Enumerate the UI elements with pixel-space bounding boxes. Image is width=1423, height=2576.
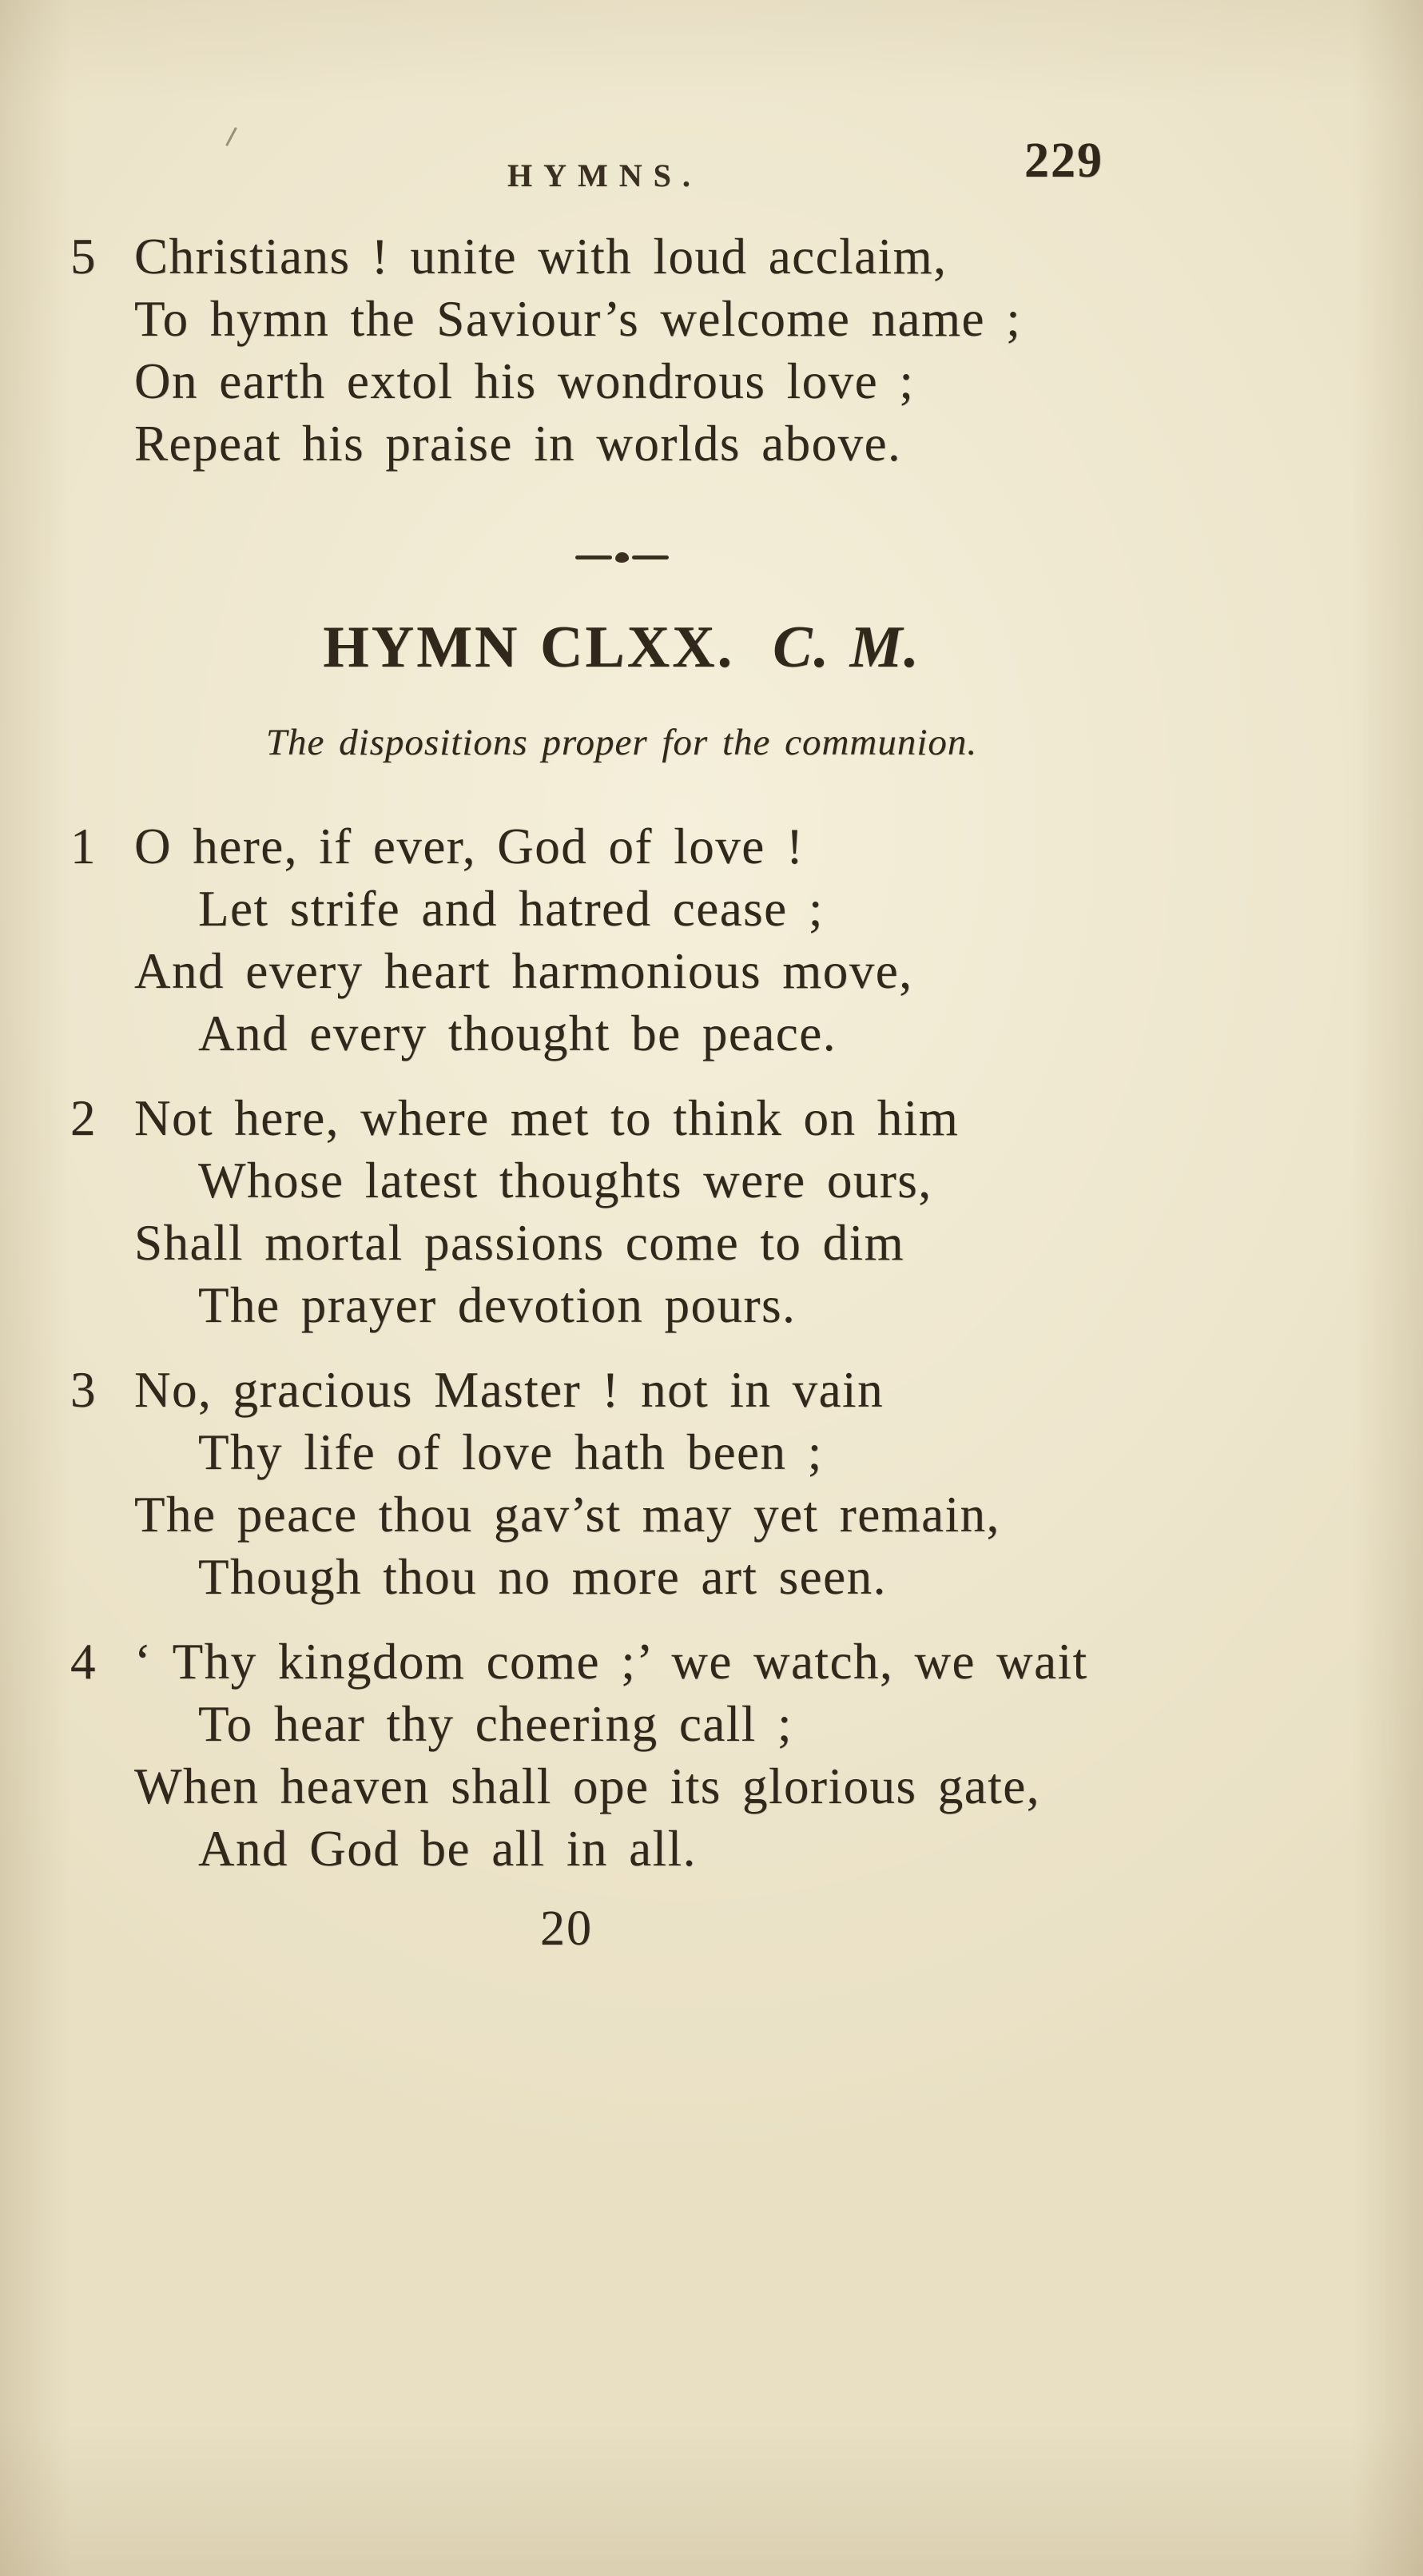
hymn-title [70, 610, 1173, 686]
stanza-number: 4 [70, 1634, 97, 1690]
stanza-lines [134, 1359, 1343, 1608]
verse-line: Thy life of love hath been ; [198, 1424, 823, 1480]
verse-line: The peace thou gav’st may yet remain, [134, 1487, 1000, 1543]
hymn-stanza-4 [70, 1630, 1343, 1880]
page-number: 229 [1024, 133, 1103, 188]
stanza-number: 1 [70, 818, 97, 874]
hymn-stanza-1 [70, 815, 1343, 1065]
stanza-lines [134, 225, 1343, 475]
verse-line: O here, if ever, God of love ! [134, 818, 805, 874]
stanza-number: 5 [70, 229, 97, 285]
stanza-number: 2 [70, 1090, 97, 1146]
hymn-meter: C. M. [773, 615, 920, 680]
verse-line: Repeat his praise in worlds above. [134, 416, 902, 472]
divider-rule-right-icon [632, 555, 669, 559]
verse-line: And every thought be peace. [198, 1005, 837, 1061]
verse-line: ‘ Thy kingdom come ;’ we watch, we wait [134, 1634, 1088, 1690]
hymn-stanza-3 [70, 1359, 1343, 1608]
verse-line: Let strife and hatred cease ; [198, 881, 824, 937]
stanza-lines [134, 1630, 1343, 1880]
verse-line: Whose latest thoughts were ours, [198, 1153, 932, 1208]
verse-line: Though thou no more art seen. [198, 1549, 887, 1605]
verse-line: On earth extol his wondrous love ; [134, 353, 915, 409]
divider-rule-left-icon [575, 555, 612, 559]
stanza-number: 3 [70, 1362, 97, 1418]
stanza-lines [134, 1087, 1343, 1336]
verse-line: No, gracious Master ! not in vain [134, 1362, 884, 1418]
verse-line: And every heart harmonious move, [134, 943, 913, 999]
verse-line: Christians ! unite with loud acclaim, [134, 229, 948, 285]
section-divider [70, 548, 1173, 566]
verse-line: Not here, where met to think on him [134, 1090, 960, 1146]
hymn-subtitle: The dispositions proper for the communion. [265, 722, 978, 763]
stanza-lines [134, 815, 1343, 1065]
hymn-number: HYMN CLXX. [323, 615, 735, 680]
verse-line: To hymn the Saviour’s welcome name ; [134, 291, 1022, 347]
divider-diamond-icon [614, 551, 629, 563]
verse-line: When heaven shall ope its glorious gate, [134, 1758, 1040, 1814]
page-header [0, 133, 1423, 232]
verse-line: And God be all in all. [198, 1821, 697, 1877]
hymn-stanza-2 [70, 1087, 1343, 1336]
verse-line: The prayer devotion pours. [198, 1277, 797, 1333]
verse-line: Shall mortal passions come to dim [134, 1215, 905, 1271]
verse-line: To hear thy cheering call ; [198, 1696, 793, 1752]
stanza-previous-hymn [70, 225, 1343, 475]
signature-mark: 20 [540, 1901, 593, 1956]
running-head: HYMNS. [507, 157, 702, 193]
page-body [70, 225, 1343, 1960]
